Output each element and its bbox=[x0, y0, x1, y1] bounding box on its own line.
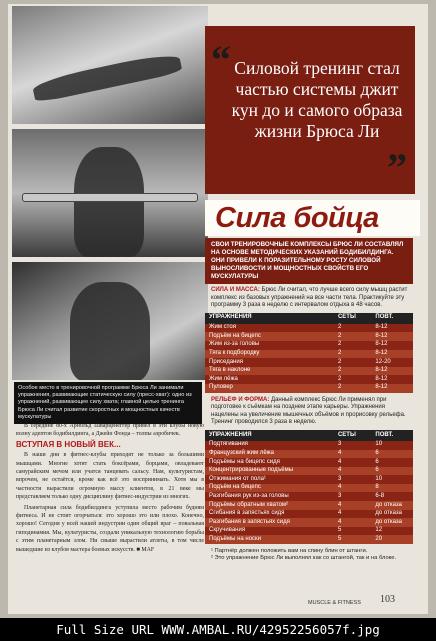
sets-cell: 4 bbox=[334, 467, 371, 476]
sets-cell: 4 bbox=[334, 510, 371, 519]
reps-cell: 20 bbox=[371, 535, 413, 544]
exercise-cell: Подъём на бицепс bbox=[205, 332, 334, 341]
section-strength-head: СИЛА И МАССА: bbox=[211, 287, 260, 293]
section-strength-text: Брюс Ли считал, что лучше всего силу мышц растит комплекс из базовых упражнений на все части тела. Практикуйте эту программу 3 раза в неделю с интервалом отдыха в 48 часов. bbox=[211, 287, 408, 309]
exercise-cell: Разгибания рук из-за головы bbox=[205, 492, 334, 501]
reps-cell: 12 bbox=[371, 527, 413, 536]
table-row bbox=[205, 367, 413, 376]
reps-cell: 8-12 bbox=[371, 332, 413, 341]
left-paragraph-2: В наши дни в фитнес-клубы приходят не только за большими мышцами. Многие хотят стать боксёрами, борцами, овладевают самурайским мечом или учатся танцевать сальсу. Нам, культуристам, впрочем, не остаётся, кроме как всё это воспринимать. Хотя мы в частности вырастили огромную массу клиентов, в 21 веке мы представляем только одну дисциплину фитнес-индустрии из многих. bbox=[16, 452, 204, 501]
left-paragraph-3: Планетарная сила бодибилдинга уступила место рабочим будням фитнеса. И не стоит огорчаться: это хорошо это или плохо. Конечно, хорошо! Сегодня у всей нашей индустрии один общий враг – повальная гиподинамия. Мы, культуристы, создали уникальную технологию борьбы с этим планетарным злом. Ни свыше вырастили атлеты, в том числе вышедшие из клубов мастера боевых искусств. ■ MAF bbox=[16, 504, 204, 553]
sets-cell: 3 bbox=[334, 492, 371, 501]
exercise-cell: Скручивания bbox=[205, 527, 334, 536]
left-text-column bbox=[16, 422, 204, 556]
photo-bruce-lee-back bbox=[12, 262, 208, 380]
reps-cell: 12-20 bbox=[371, 358, 413, 367]
table-row bbox=[205, 484, 413, 493]
sets-cell: 3 bbox=[334, 475, 371, 484]
table2-header-exercise: УПРАЖНЕНИЯ bbox=[205, 430, 334, 441]
table1-header-exercise: УПРАЖНЕНИЯ bbox=[205, 313, 334, 324]
exercise-cell: Подтягивания bbox=[205, 441, 334, 450]
article-title: Сила бойца bbox=[215, 202, 379, 234]
exercise-cell: Жим стоя bbox=[205, 324, 334, 333]
table-row bbox=[205, 450, 413, 459]
table1-header-reps: ПОВТ. bbox=[371, 313, 413, 324]
reps-cell: 8-12 bbox=[371, 367, 413, 376]
reps-cell: 6-8 bbox=[371, 492, 413, 501]
table-row bbox=[205, 332, 413, 341]
exercise-cell: Французский жим лёжа bbox=[205, 450, 334, 459]
footnotes bbox=[211, 548, 413, 562]
reps-cell: 10 bbox=[371, 441, 413, 450]
pull-quote bbox=[205, 26, 415, 194]
reps-cell: 8-12 bbox=[371, 341, 413, 350]
photo-bruce-lee-plank bbox=[12, 6, 208, 124]
sets-cell: 2 bbox=[334, 367, 371, 376]
sets-cell: 2 bbox=[334, 358, 371, 367]
sets-cell: 2 bbox=[334, 384, 371, 393]
table-row bbox=[205, 375, 413, 384]
photo-caption: Особое место в тренировочной программе Брюса Ли занимали упражнения, развивающие статическую силу (пресс-хват): одно из упражнений, развивающее силу хвата; главной целью тренинга Брюса Ли считал развитие скоростных и мощностных качеств мускулатуры bbox=[14, 382, 202, 424]
reps-cell: 6 bbox=[371, 450, 413, 459]
exercise-cell: Пуловер bbox=[205, 384, 334, 393]
sets-cell: 2 bbox=[334, 341, 371, 350]
exercise-cell: Сгибания в запястьях сидя bbox=[205, 510, 334, 519]
intro-paragraph: СВОИ ТРЕНИРОВОЧНЫЕ КОМПЛЕКСЫ БРЮС ЛИ СОСТАВЛЯЛ НА ОСНОВЕ МЕТОДИЧЕСКИХ УКАЗАНИЙ БОДИБИЛДИНГА. ОНИ ПРИВЕЛИ К ПОРАЗИТЕЛЬНОМУ РОСТУ СИЛОВОЙ ВЫНОСЛИВОСТИ И МОЩНОСТНЫХ СВОЙСТВ ЕГО МУСКУЛАТУРЫ bbox=[205, 238, 413, 284]
table-row bbox=[205, 501, 413, 510]
table-row bbox=[205, 384, 413, 393]
table-row bbox=[205, 510, 413, 519]
table-row bbox=[205, 467, 413, 476]
table-strength-mass bbox=[205, 313, 413, 393]
table-row bbox=[205, 441, 413, 450]
quote-close-icon: ” bbox=[387, 145, 407, 190]
section-relief-head: РЕЛЬЕФ И ФОРМА: bbox=[211, 396, 270, 403]
sets-cell: 2 bbox=[334, 332, 371, 341]
section-relief-text: Данный комплекс Брюс Ли применял при подготовке к съёмкам на позднем этапе карьеры. Упражнения нацелены на увеличение мышечных объёмов и прорисовку рельефа. Тренинг проводился 3 раза в неделю. bbox=[211, 396, 406, 426]
exercise-cell: Жим лёжа bbox=[205, 375, 334, 384]
section-strength bbox=[211, 287, 413, 310]
table-row bbox=[205, 475, 413, 484]
exercise-cell: Подъём на бицепс bbox=[205, 484, 334, 493]
table-row bbox=[205, 527, 413, 536]
table2-header-sets: СЕТЫ bbox=[334, 430, 371, 441]
exercise-cell: Подъёмы на носки bbox=[205, 535, 334, 544]
sets-cell: 2 bbox=[334, 324, 371, 333]
reps-cell: 6 bbox=[371, 467, 413, 476]
sets-cell: 4 bbox=[334, 450, 371, 459]
exercise-cell: Тяга в наклоне bbox=[205, 367, 334, 376]
exercise-cell: Тяга к подбородку bbox=[205, 350, 334, 359]
table-row bbox=[205, 535, 413, 544]
magazine-name: MUSCLE & FITNESS bbox=[308, 600, 361, 606]
left-paragraph-1: В середине 80-х Арнольд Шварценеггер привёл в эти клубы новую волну адептов бодибилдинга, а Джейн Фонда – толпы аэробичек. bbox=[16, 423, 204, 438]
table-row bbox=[205, 341, 413, 350]
section-relief bbox=[211, 397, 413, 427]
exercise-cell: Разгибания в запястьях сидя bbox=[205, 518, 334, 527]
reps-cell: 10 bbox=[371, 475, 413, 484]
table2-header-reps: ПОВТ. bbox=[371, 430, 413, 441]
magazine-page bbox=[8, 4, 428, 614]
article-title-box bbox=[205, 200, 420, 236]
sets-cell: 2 bbox=[334, 375, 371, 384]
exercise-cell: Подъёмы на бицепс сидя bbox=[205, 458, 334, 467]
sets-cell: 4 bbox=[334, 458, 371, 467]
sets-cell: 4 bbox=[334, 518, 371, 527]
exercise-cell: Приседания bbox=[205, 358, 334, 367]
reps-cell: 8-12 bbox=[371, 384, 413, 393]
footnote-1: ¹ Партнёр должен положить вам на спину блин от штанги. bbox=[211, 548, 368, 555]
exercise-cell: Отжимания от пола¹ bbox=[205, 475, 334, 484]
right-text-column bbox=[205, 238, 413, 562]
sets-cell: 5 bbox=[334, 535, 371, 544]
reps-cell: до отказа bbox=[371, 518, 413, 527]
exercise-cell: Концентрированные подъёмы bbox=[205, 467, 334, 476]
table-row bbox=[205, 518, 413, 527]
table-row bbox=[205, 324, 413, 333]
reps-cell: 8-12 bbox=[371, 324, 413, 333]
sets-cell: 2 bbox=[334, 350, 371, 359]
footnote-2: ² Это упражнение Брюс Ли выполнял как со штангой, так и на блоке. bbox=[211, 555, 397, 562]
reps-cell: 8-12 bbox=[371, 375, 413, 384]
table-relief-form bbox=[205, 430, 413, 544]
table-row bbox=[205, 458, 413, 467]
sets-cell: 4 bbox=[334, 484, 371, 493]
left-subheading: ВСТУПАЯ В НОВЫЙ ВЕК... bbox=[16, 439, 121, 449]
reps-cell: до отказа bbox=[371, 510, 413, 519]
table-row bbox=[205, 358, 413, 367]
page-number: 103 bbox=[380, 594, 395, 605]
reps-cell: 6 bbox=[371, 458, 413, 467]
quote-open-icon: “ bbox=[211, 37, 231, 82]
exercise-cell: Жим из-за головы bbox=[205, 341, 334, 350]
table-row bbox=[205, 492, 413, 501]
reps-cell: 8-12 bbox=[371, 350, 413, 359]
reps-cell: до отказа bbox=[371, 501, 413, 510]
sets-cell: 3 bbox=[334, 441, 371, 450]
pull-quote-text: Силовой тренинг стал частью системы джит кун до и самого образа жизни Брюса Ли bbox=[231, 58, 403, 141]
table1-header-sets: СЕТЫ bbox=[334, 313, 371, 324]
photo-bruce-lee-bar-hold bbox=[12, 129, 208, 257]
reps-cell: 8 bbox=[371, 484, 413, 493]
sets-cell: 4 bbox=[334, 501, 371, 510]
exercise-cell: Подъёмы обратным хватом² bbox=[205, 501, 334, 510]
sets-cell: 5 bbox=[334, 527, 371, 536]
full-size-url-bar[interactable]: Full Size URL WWW.AMBAL.RU/42952256057f.jpg bbox=[0, 618, 436, 641]
table-row bbox=[205, 350, 413, 359]
